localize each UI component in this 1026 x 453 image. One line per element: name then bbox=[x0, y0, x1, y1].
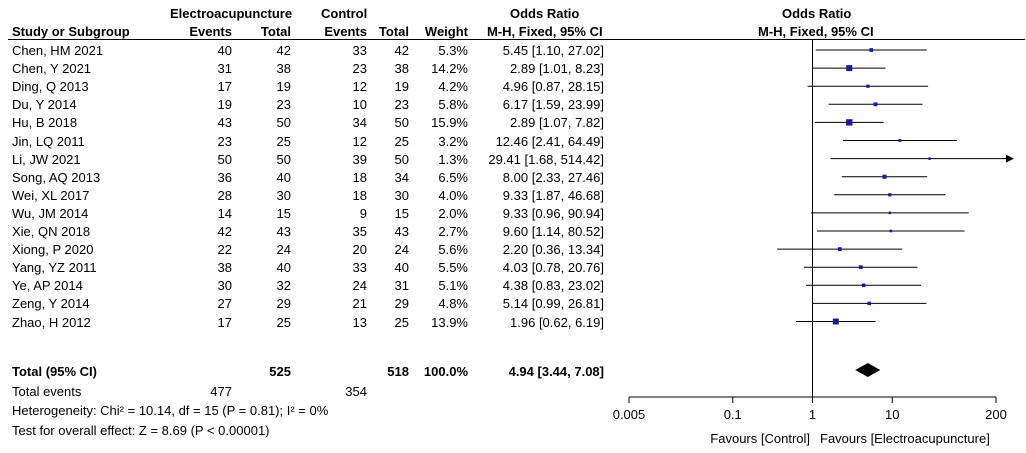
study-events1: 31 bbox=[217, 61, 232, 77]
or-marker bbox=[846, 65, 852, 71]
or-marker bbox=[874, 102, 878, 106]
study-study-name: Hu, B 2018 bbox=[12, 115, 78, 131]
or-marker bbox=[928, 157, 931, 160]
ci-arrow bbox=[1006, 155, 1014, 163]
study-or-ci: 9.60 [1.14, 80.52] bbox=[502, 224, 604, 239]
study-total1: 38 bbox=[276, 61, 291, 77]
study-total2: 43 bbox=[394, 224, 409, 239]
study-weight: 2.7% bbox=[438, 224, 468, 239]
study-study-name: Chen, HM 2021 bbox=[12, 43, 104, 58]
study-total2: 25 bbox=[394, 314, 409, 330]
study-events1: 27 bbox=[217, 296, 232, 312]
study-study-name: Wei, XL 2017 bbox=[12, 187, 90, 203]
study-weight: 13.9% bbox=[431, 314, 468, 330]
study-study-name: Xie, QN 2018 bbox=[12, 224, 91, 239]
or-marker bbox=[867, 302, 871, 306]
study-events1: 14 bbox=[217, 205, 232, 221]
study-weight: 3.2% bbox=[438, 133, 468, 149]
study-total1: 40 bbox=[276, 169, 291, 185]
study-or-ci: 9.33 [0.96, 90.94] bbox=[502, 205, 604, 221]
or-marker bbox=[882, 175, 886, 179]
study-or-ci: 5.14 [0.99, 26.81] bbox=[502, 296, 604, 312]
favours-left: Favours [Control] bbox=[710, 431, 810, 446]
study-events1: 38 bbox=[217, 260, 232, 276]
study-study-name: Li, JW 2021 bbox=[12, 151, 81, 167]
study-or-ci: 1.96 [0.62, 6.19] bbox=[510, 314, 604, 330]
study-events2: 23 bbox=[352, 61, 367, 77]
study-events2: 34 bbox=[352, 115, 367, 131]
effect-title: Odds Ratio bbox=[510, 6, 580, 21]
study-events1: 17 bbox=[217, 79, 232, 95]
study-total1: 19 bbox=[276, 79, 291, 95]
study-events1: 40 bbox=[217, 43, 232, 58]
study-weight: 5.6% bbox=[438, 242, 468, 258]
study-weight: 14.2% bbox=[431, 61, 468, 77]
study-total2: 19 bbox=[394, 79, 409, 95]
col-method: M-H, Fixed, 95% CI bbox=[487, 24, 603, 39]
study-study-name: Yang, YZ 2011 bbox=[12, 260, 97, 276]
study-or-ci: 5.45 [1.10, 27.02] bbox=[502, 43, 604, 58]
study-weight: 5.8% bbox=[438, 97, 468, 113]
col-events1: Events bbox=[189, 24, 232, 39]
group2-header: Control bbox=[321, 6, 368, 21]
study-study-name: Jin, LQ 2011 bbox=[12, 133, 85, 149]
study-total1: 25 bbox=[276, 133, 291, 149]
group1-header: Electroacupuncture bbox=[170, 6, 293, 21]
total-ci: 4.94 [3.44, 7.08] bbox=[508, 364, 604, 379]
or-marker bbox=[869, 48, 873, 52]
total-events2: 354 bbox=[345, 384, 367, 399]
study-total2: 29 bbox=[394, 296, 409, 312]
or-marker bbox=[866, 85, 869, 88]
study-events1: 50 bbox=[217, 151, 232, 167]
study-events2: 18 bbox=[352, 169, 367, 185]
or-marker bbox=[859, 265, 863, 269]
study-events2: 9 bbox=[359, 205, 367, 221]
study-events1: 23 bbox=[217, 133, 232, 149]
study-weight: 5.5% bbox=[438, 260, 468, 276]
or-marker bbox=[846, 119, 852, 125]
study-total1: 32 bbox=[276, 278, 291, 294]
study-events1: 30 bbox=[217, 278, 232, 294]
study-total2: 31 bbox=[394, 278, 409, 294]
study-total1: 50 bbox=[276, 115, 291, 131]
total-events1: 477 bbox=[210, 384, 232, 399]
x-tick-label: 0.1 bbox=[723, 407, 742, 422]
study-total1: 42 bbox=[276, 43, 291, 58]
study-weight: 4.8% bbox=[438, 296, 468, 312]
or-marker bbox=[833, 319, 839, 325]
study-study-name: Ding, Q 2013 bbox=[12, 79, 89, 95]
study-or-ci: 8.00 [2.33, 27.46] bbox=[502, 169, 604, 185]
study-total2: 24 bbox=[394, 242, 409, 258]
study-weight: 5.1% bbox=[438, 278, 468, 294]
study-total2: 23 bbox=[394, 97, 409, 113]
total-weight: 100.0% bbox=[423, 364, 468, 379]
study-study-name: Zeng, Y 2014 bbox=[12, 296, 90, 312]
study-weight: 4.0% bbox=[438, 187, 468, 203]
study-total1: 23 bbox=[276, 97, 291, 113]
study-total2: 50 bbox=[394, 151, 409, 167]
study-events1: 19 bbox=[217, 97, 232, 113]
study-total1: 50 bbox=[276, 151, 291, 167]
total-events-label: Total events bbox=[12, 384, 82, 399]
col-study: Study or Subgroup bbox=[12, 24, 130, 39]
study-weight: 1.3% bbox=[438, 151, 468, 167]
study-events2: 33 bbox=[352, 43, 367, 58]
study-events1: 36 bbox=[217, 169, 232, 185]
col-events2: Events bbox=[324, 24, 367, 39]
plot-method: M-H, Fixed, 95% CI bbox=[758, 24, 874, 39]
study-or-ci: 4.03 [0.78, 20.76] bbox=[502, 260, 604, 276]
total-t2: 518 bbox=[387, 364, 409, 379]
study-study-name: Song, AQ 2013 bbox=[12, 169, 101, 185]
study-or-ci: 12.46 [2.41, 64.49] bbox=[495, 133, 604, 149]
total-label: Total (95% CI) bbox=[12, 364, 97, 379]
study-events2: 10 bbox=[352, 97, 367, 113]
study-total2: 30 bbox=[394, 187, 409, 203]
study-or-ci: 9.33 [1.87, 46.68] bbox=[502, 187, 604, 203]
col-total2: Total bbox=[378, 24, 409, 39]
study-events2: 24 bbox=[352, 278, 367, 294]
study-total1: 29 bbox=[276, 296, 291, 312]
favours-right: Favours [Electroacupuncture] bbox=[820, 431, 990, 446]
study-or-ci: 2.89 [1.01, 8.23] bbox=[510, 61, 604, 77]
study-total1: 25 bbox=[276, 314, 291, 330]
study-events2: 33 bbox=[352, 260, 367, 276]
study-events1: 28 bbox=[217, 187, 232, 203]
study-total1: 15 bbox=[276, 205, 291, 221]
study-events2: 35 bbox=[352, 224, 367, 239]
study-total2: 15 bbox=[394, 205, 409, 221]
study-total1: 24 bbox=[276, 242, 291, 258]
x-tick-label: 0.005 bbox=[612, 407, 646, 422]
study-events2: 20 bbox=[352, 242, 367, 258]
study-total2: 50 bbox=[394, 115, 409, 131]
heterogeneity-text: Heterogeneity: Chi² = 10.14, df = 15 (P = 0.81); I² = 0% bbox=[12, 403, 329, 418]
col-weight: Weight bbox=[424, 24, 468, 39]
study-study-name: Ye, AP 2014 bbox=[12, 278, 83, 294]
study-or-ci: 2.20 [0.36, 13.34] bbox=[502, 242, 604, 258]
study-events1: 42 bbox=[217, 224, 232, 239]
study-weight: 15.9% bbox=[431, 115, 468, 131]
study-events1: 43 bbox=[217, 115, 232, 131]
or-marker bbox=[838, 247, 842, 251]
study-total1: 43 bbox=[276, 224, 291, 239]
study-events2: 13 bbox=[352, 314, 367, 330]
study-total2: 40 bbox=[394, 260, 409, 276]
study-total1: 40 bbox=[276, 260, 291, 276]
study-or-ci: 4.38 [0.83, 23.02] bbox=[502, 278, 604, 294]
study-events2: 39 bbox=[352, 151, 367, 167]
study-weight: 5.3% bbox=[438, 43, 468, 58]
study-or-ci: 4.96 [0.87, 28.15] bbox=[502, 79, 604, 95]
or-marker bbox=[890, 230, 893, 233]
study-study-name: Chen, Y 2021 bbox=[12, 61, 92, 77]
study-total2: 38 bbox=[394, 61, 409, 77]
pooled-diamond bbox=[855, 363, 880, 377]
study-total2: 42 bbox=[394, 43, 409, 58]
study-or-ci: 2.89 [1.07, 7.82] bbox=[510, 115, 604, 131]
or-marker bbox=[889, 212, 892, 215]
study-weight: 4.2% bbox=[438, 79, 468, 95]
x-tick-label: 1 bbox=[808, 407, 817, 422]
study-events1: 22 bbox=[217, 242, 232, 258]
col-total1: Total bbox=[260, 24, 291, 39]
study-total2: 25 bbox=[394, 133, 409, 149]
or-marker bbox=[898, 139, 901, 142]
overall-effect-text: Test for overall effect: Z = 8.69 (P < 0.00001) bbox=[12, 423, 270, 438]
study-study-name: Zhao, H 2012 bbox=[12, 314, 91, 330]
study-or-ci: 29.41 [1.68, 514.42] bbox=[488, 151, 604, 167]
or-marker bbox=[862, 283, 866, 287]
study-weight: 2.0% bbox=[438, 205, 468, 221]
study-study-name: Du, Y 2014 bbox=[12, 97, 77, 113]
study-events2: 12 bbox=[352, 79, 367, 95]
plot-title: Odds Ratio bbox=[782, 6, 852, 21]
study-study-name: Wu, JM 2014 bbox=[12, 205, 89, 221]
study-events2: 18 bbox=[352, 187, 367, 203]
study-events2: 21 bbox=[352, 296, 367, 312]
study-weight: 6.5% bbox=[438, 169, 468, 185]
study-events1: 17 bbox=[217, 314, 232, 330]
study-total2: 34 bbox=[394, 169, 409, 185]
or-marker bbox=[888, 193, 891, 196]
x-tick-label: 200 bbox=[985, 407, 1007, 422]
x-tick-label: 10 bbox=[885, 407, 900, 422]
study-total1: 30 bbox=[276, 187, 291, 203]
study-events2: 12 bbox=[352, 133, 367, 149]
study-or-ci: 6.17 [1.59, 23.99] bbox=[502, 97, 604, 113]
study-study-name: Xiong, P 2020 bbox=[12, 242, 94, 258]
total-t1: 525 bbox=[269, 364, 291, 379]
